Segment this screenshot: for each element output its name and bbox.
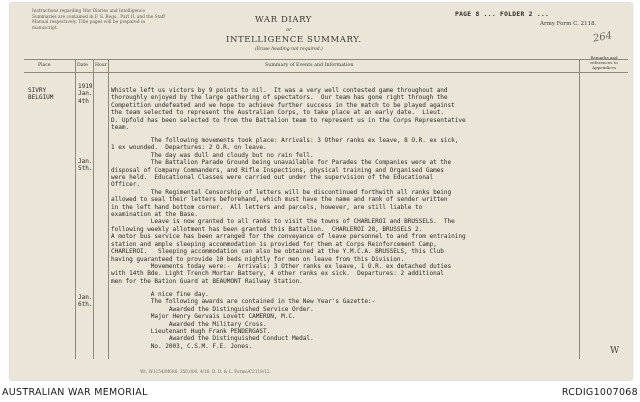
form-title: WAR DIARY: [255, 15, 313, 25]
header-bottom-rule: [24, 72, 628, 73]
column-header-date: Date: [77, 63, 88, 68]
header-top-rule: [24, 59, 628, 60]
form-erase-note: (Erase heading not required.): [255, 47, 323, 52]
printer-imprint: Wt. W1154/M688. 350,000. 4/16. D. D. & L. Forms/C2118/12.: [140, 369, 271, 374]
hour-column-rule: [108, 59, 109, 359]
entry-date-jan-6: Jan. 6th.: [78, 294, 93, 309]
summary-block-jan-6: A nice fine day. The following awards are contained in the New Year's Gazette:- Awarded the Distinguished Service Order. Major Henry Gervais Lovett CAMERON, M.C. Awarded the Military Cross. Lieutenant Hugh Frank PENDERGAST. Awarded the Distinguished Conduct Medal. No. 2003, C.S.M. F.E. Jones.: [150, 291, 376, 350]
column-header-remarks: Remarks and references to Appendices: [590, 55, 618, 70]
form-subtitle: INTELLIGENCE SUMMARY.: [226, 35, 362, 45]
column-header-summary: Summary of Events and Information: [265, 63, 354, 68]
column-header-place: Place: [38, 63, 51, 68]
column-header-hour: Hour: [95, 63, 107, 68]
instructions-note: Instructions regarding War Diaries and Intelligence Summaries are contained in F. S. Regs., Part II. and the Staff Manual respectively. Title pages will be prepared in manuscript.: [32, 9, 165, 31]
army-form-number: Army Form C. 2118.: [540, 21, 597, 27]
entry-place: SIVRY BELGIUM: [28, 87, 54, 102]
form-title-or: or: [286, 27, 292, 33]
corner-mark: W: [610, 346, 620, 356]
entry-date-jan-4: 1919 Jan. 4th: [78, 83, 93, 105]
date-column-rule: [93, 59, 94, 359]
summary-block-jan-4: Whistle left us victors by 9 points to nil. It was a very well contested game throughout and thoroughly enjoyed by the large gathering of spectators. Our team has gone right through the Competition undefeated and we hope to achieve further success in the match to be played against the team selected to represent the Australian Corps, to take place at an early date. Lieut. D. Upfold has been selected to from the Battalion team to represent us in the Corps Representative team.: [111, 87, 466, 132]
remarks-column-rule: [579, 59, 580, 359]
archive-name: AUSTRALIAN WAR MEMORIAL: [2, 387, 148, 398]
handwritten-folio: 264: [592, 30, 613, 45]
archive-caption: [0, 381, 640, 402]
summary-block-jan-5: The following movements took place: Arrivals: 3 Other ranks ex leave, 8 O.R. ex sick, 1 ex wounded. Departures: 2 O.R. on leave. The day was dull and cloudy but no rain fell. The Battalion Parade Ground being unavailable for Parades the Companies were at the disposal of Company Commanders, and Rifle Inspections, physical training and Organised Games were held. Educational Classes were carried out under the supervision of the Educational Officer. The Regimental Censorship of letters will be discontinued forthwith all ranks being allowed to seal their letters beforehand, which must have the name and rank of sender written in the left hand bottom corner. All letters and parcels, however, are still liable to examination at the Base. Leave is now granted to all ranks to visit the towns of CHARLEROI and BRUSSELS. The following weekly allotment has been granted this Battalion. CHARLEROI 28, BRUSSELS 2. A motor bus service has been arranged for the conveyance of leave personnel to and from entraining station and ample sleeping accommodation is provided for them at Corps Reinforcement Camp, CHARLEROI. Sleeping accommodation can also be obtained at the Y.M.C.A. BRUSSELS, this Club having guaranteed to provide 10 beds nightly for men on leave from this Division. Movements today were:- Arrivals: 3 Other ranks ex leave, 1 O.R. ex detached duties with 14th Bde. Light Trench Mortar Battery, 4 other ranks ex sick. Departures: 2 additional men for the Bation Guard at BEAUMONT Railway Station.: [111, 137, 466, 285]
place-column-rule: [75, 59, 76, 359]
diary-page: [10, 3, 632, 380]
entry-date-jan-5: Jan. 5th.: [78, 158, 93, 173]
archive-id: RCDIG1007068: [561, 387, 638, 398]
page-folder-stamp: PAGE 8 ... FOLDER 2 ...: [455, 11, 550, 18]
